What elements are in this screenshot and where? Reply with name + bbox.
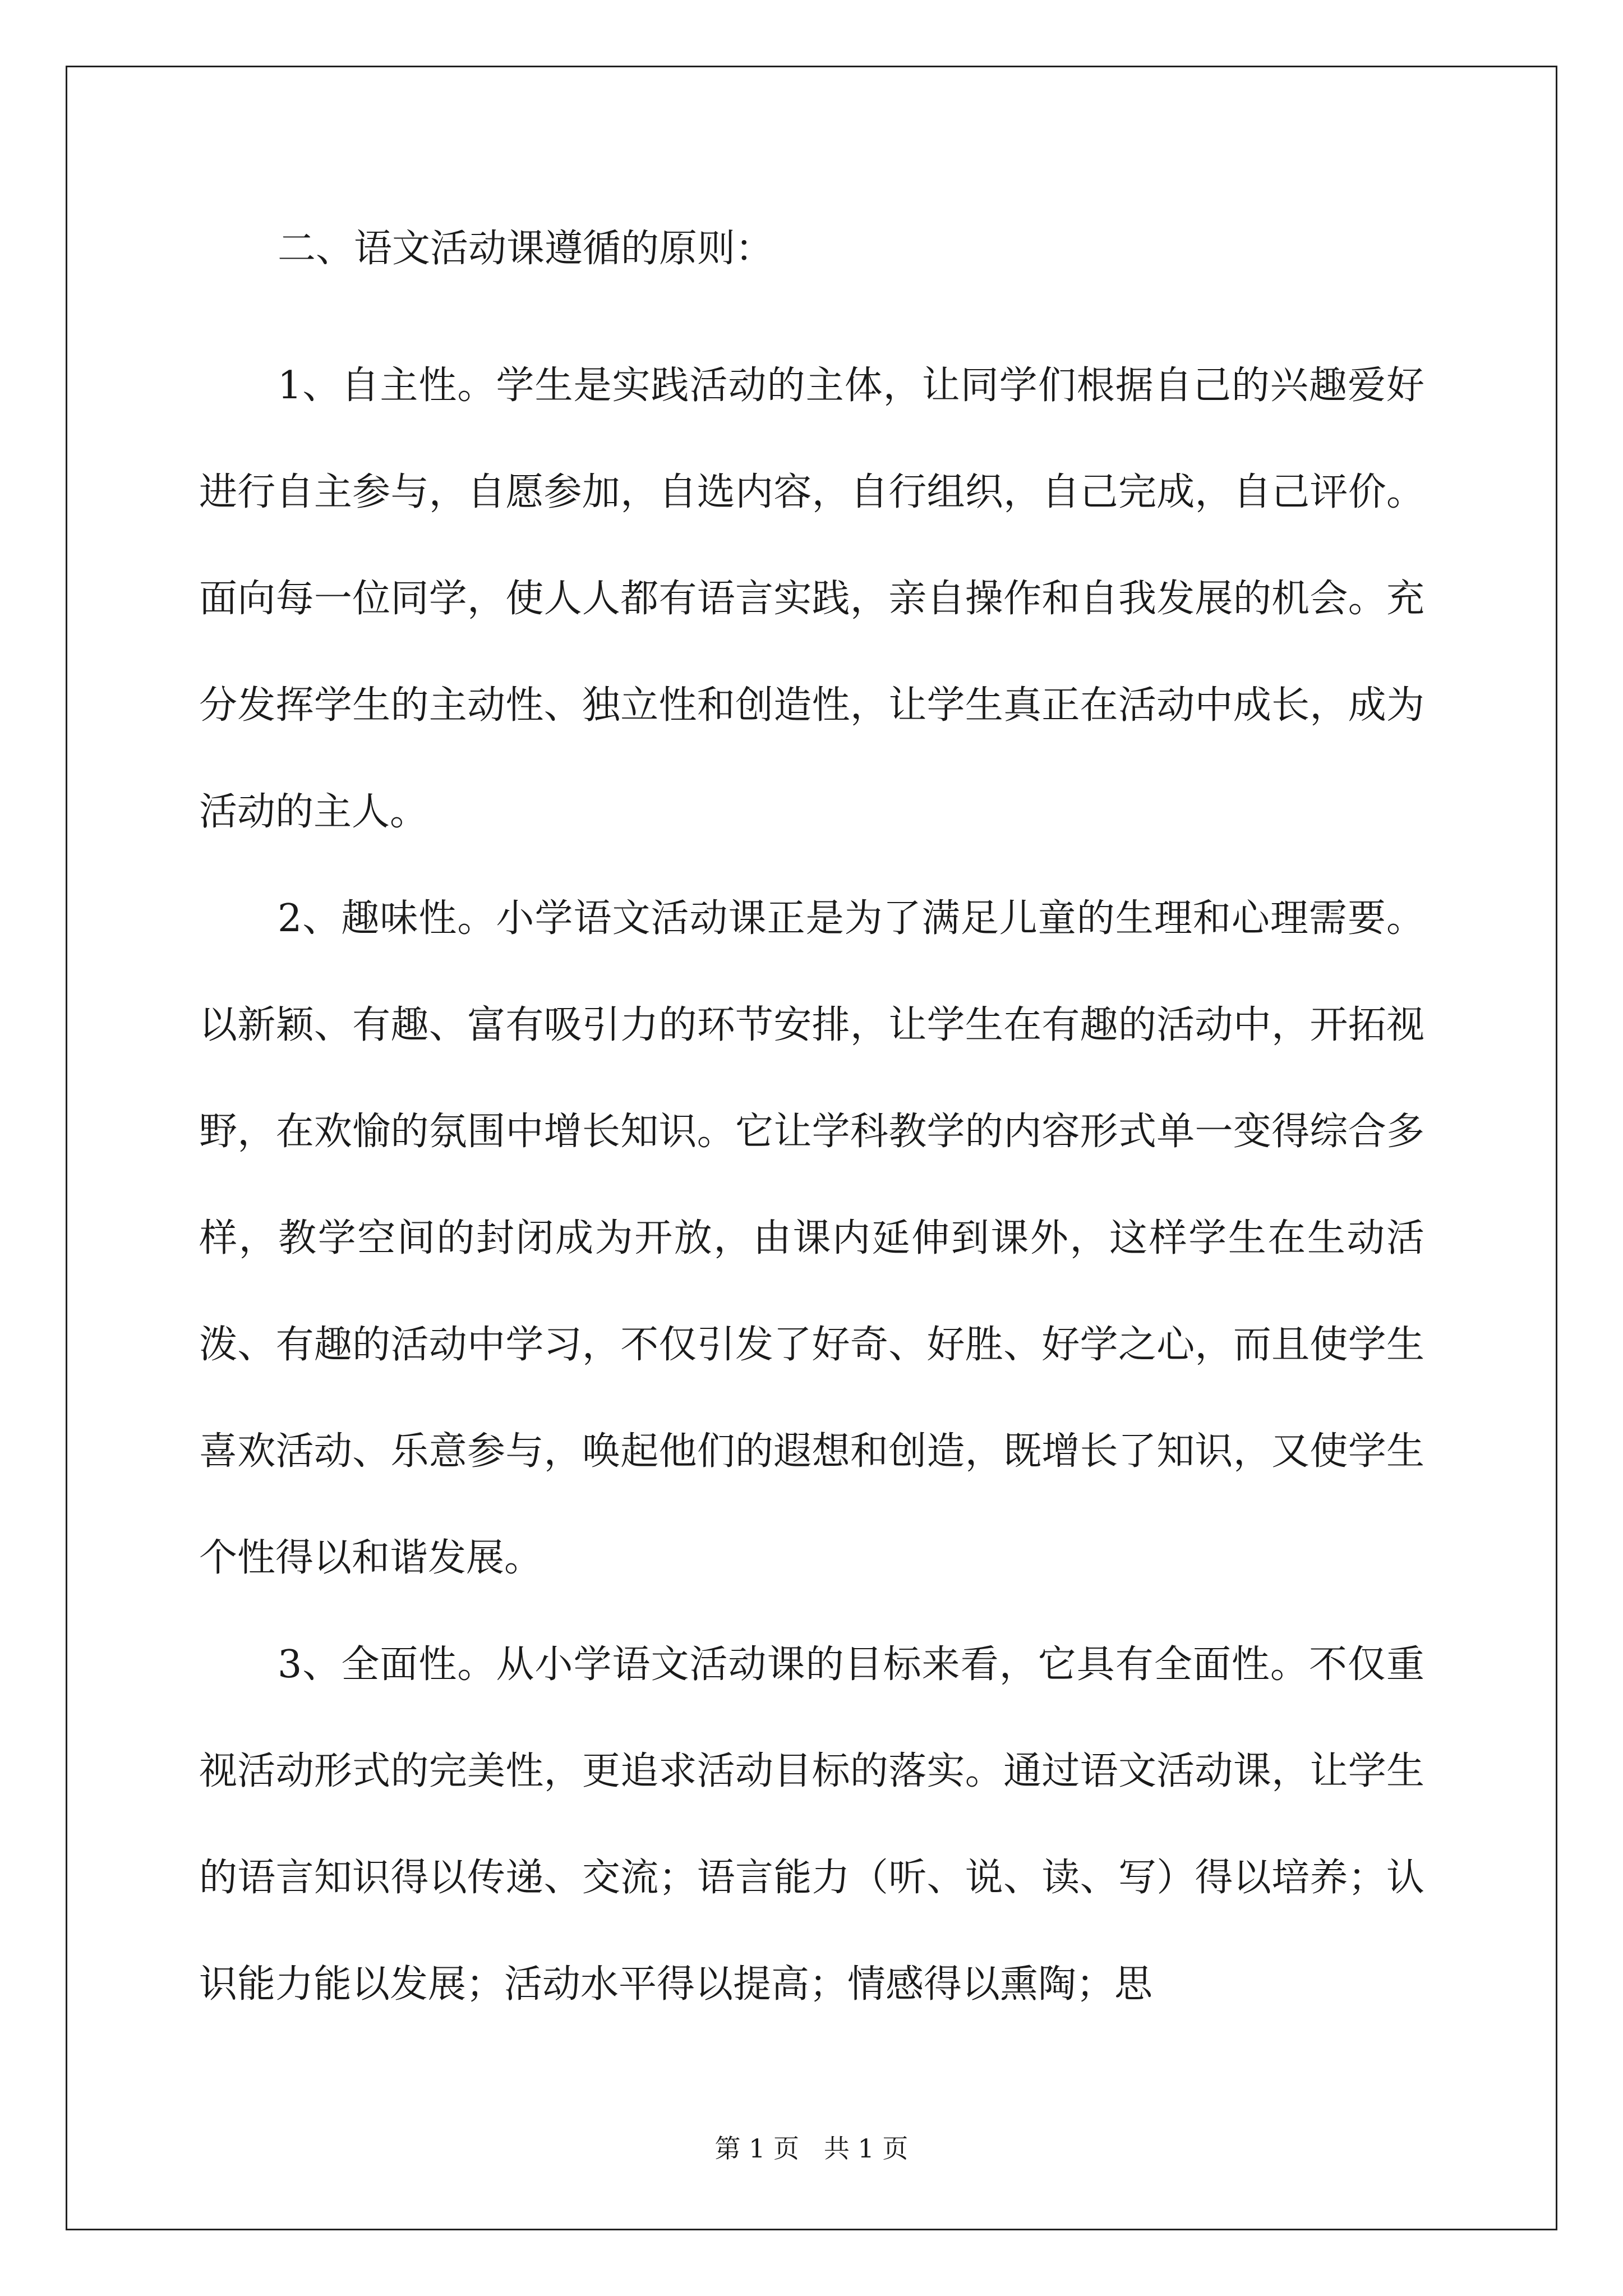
paragraph-comprehensive: 3、全面性。从小学语文活动课的目标来看，它具有全面性。不仅重视活动形式的完美性，更追求活动目标的落实。通过语文活动课，让学生的语言知识得以传递、交流；语言能力（听、说、读、写）得以培养；认识能力能以发展；活动水平得以提高；情感得以熏陶；思 bbox=[199, 1642, 1424, 2007]
paragraph-autonomy: 1、自主性。学生是实践活动的主体，让同学们根据自己的兴趣爱好进行自主参与，自愿参加，自选内容，自行组织，自己完成，自己评价。面向每一位同学，使人人都有语言实践，亲自操作和自我发展的机会。充分发挥学生的主动性、独立性和创造性，让学生真正在活动中成长，成为活动的主人。 bbox=[199, 364, 1424, 834]
document-body bbox=[199, 222, 1424, 2038]
paragraph-interest: 2、趣味性。小学语文活动课正是为了满足儿童的生理和心理需要。以新颖、有趣、富有吸引力的环节安排，让学生在有趣的活动中，开拓视野，在欢愉的氛围中增长知识。它让学科教学的内容形式单一变得综合多样，教学空间的封闭成为开放，由课内延伸到课外，这样学生在生动活泼、有趣的活动中学习，不仅引发了好奇、好胜、好学之心，而且使学生喜欢活动、乐意参与，唤起他们的遐想和创造，既增长了知识，又使学生个性得以和谐发展。 bbox=[199, 896, 1424, 1580]
page-number-footer: 第 1 页 共 1 页 bbox=[714, 2133, 909, 2164]
section-heading: 二、语文活动课遵循的原则： bbox=[278, 227, 774, 271]
